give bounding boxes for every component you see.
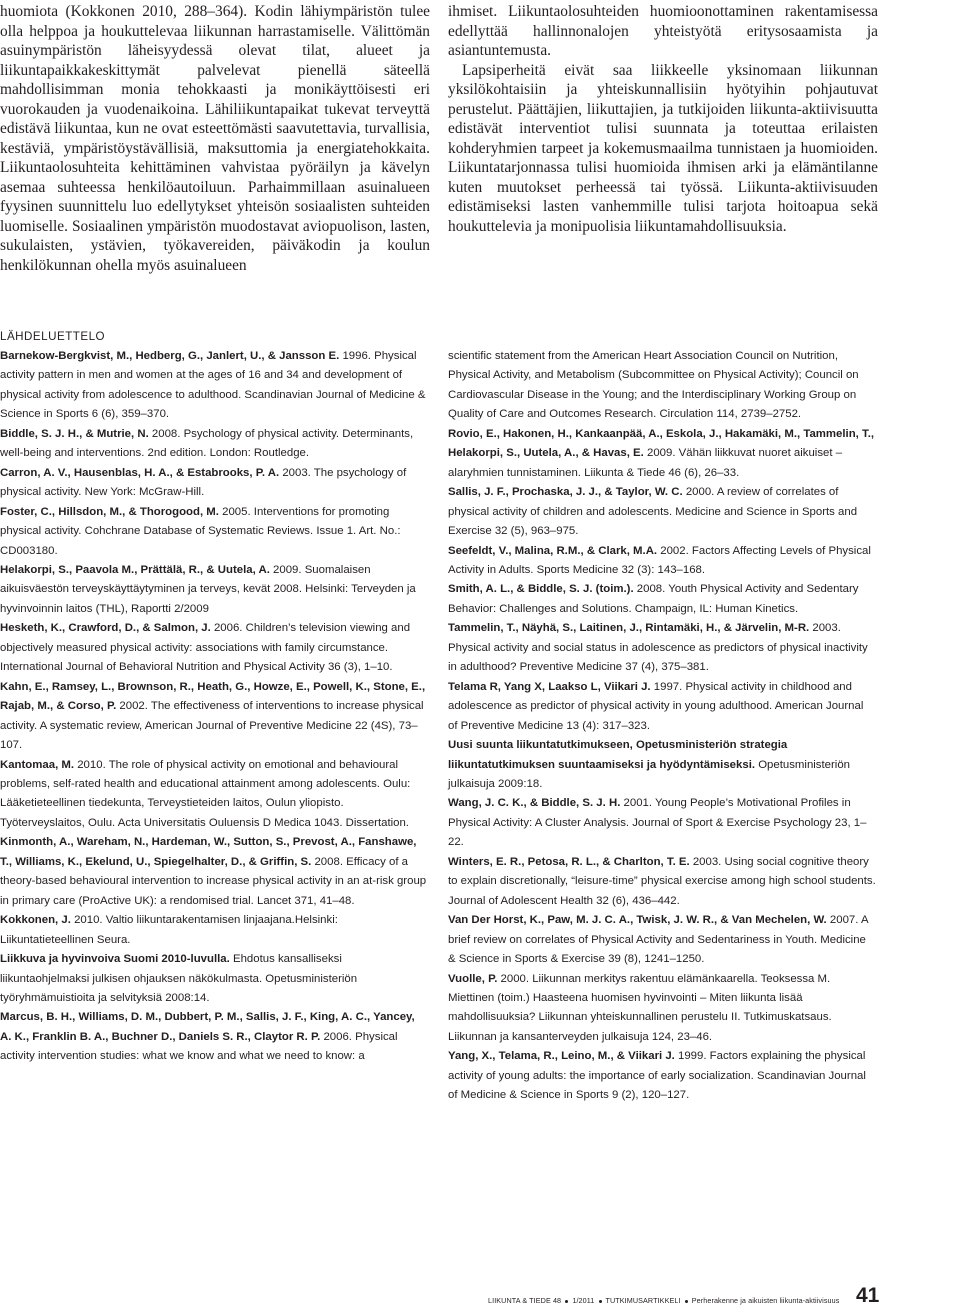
page-number: 41 [856, 1284, 880, 1307]
reference-entry [448, 853, 876, 911]
footer-section: TUTKIMUSARTIKKELI [605, 1296, 681, 1305]
reference-authors: Van Der Horst, K., Paw, M. J. C. A., Twisk, J. W. R., & Van Mechelen, W. [448, 914, 827, 927]
references-right-column [448, 347, 876, 1106]
reference-entry [0, 561, 428, 619]
reference-authors: Carron, A. V., Hausenblas, H. A., & Estabrooks, P. A. [0, 466, 280, 479]
reference-details: 2000. A review of correlates of physical activity of children and adolescents. Medicine and Science in Sports and Exercise 32 (5), 963–975. [448, 486, 858, 538]
reference-details: 2002. The effectiveness of interventions to increase physical activity. A systematic review, American Journal of Preventive Medicine 22 (4S), 73–107. [0, 700, 424, 752]
reference-authors: Smith, A. L., & Biddle, S. J. (toim.). [448, 583, 634, 596]
reference-details: 2009. Suomalaisen aikuisväestön terveyskäyttäytyminen ja terveys, kevät 2008. Helsinki: Terveyden ja hyvinvoinnin laitos (THL), Raportti 2/2009 [0, 563, 416, 615]
reference-details: 2005. Interventions for promoting physical activity. Cohchrane Database of Systematic Reviews. Issue 1. Art. No.: CD003180. [0, 505, 401, 557]
reference-entry [0, 833, 428, 911]
reference-entry [0, 911, 428, 950]
reference-details: 2007. A brief review on correlates of Physical Activity and Sedentariness in Youth. Medicine & Science in Sports & Exercise 39 (8), 1241–1250. [448, 914, 868, 966]
reference-entry [448, 580, 876, 619]
reference-authors: Tammelin, T., Näyhä, S., Laitinen, J., Rintamäki, H., & Järvelin, M-R. [448, 622, 810, 635]
reference-entry [448, 425, 876, 483]
reference-entry [448, 347, 876, 425]
reference-entry [0, 503, 428, 561]
reference-details: 2009. Vähän liikkuvat nuoret aikuiset – alaryhmien tunnistaminen. Liikunta & Tiede 46 (6), 26–33. [448, 447, 843, 479]
reference-details: scientific statement from the American Heart Association Council on Nutrition, Physical Activity, and Metabolism (Subcommittee on Physical Activity); Council on Cardiovascular Disease in the Young; and the Interdisciplinary Working Group on Quality of Care and Outcomes Research. Circulation 114, 2739–2752. [448, 350, 859, 421]
reference-entry [0, 678, 428, 756]
footer-issue: 1/2011 [572, 1296, 595, 1305]
footer-journal: LIIKUNTA & TIEDE 48 [488, 1296, 562, 1305]
reference-entry [448, 619, 876, 677]
reference-details: 2006. Physical activity intervention studies: what we know and what we need to know: a [0, 1030, 398, 1063]
reference-details: 2000. Liikunnan merkitys rakentuu elämänkaarella. Teoksessa M. Miettinen (toim.) Haasteena huomisen hyvinvointi – Miten liikunta lisää mahdollisuuksia? Liikunnan yhteiskunnallinen perustelu II. Tutkimuskatsaus. Liikunnan ja kansanterveyden julkaisuja 124, 23–46. [448, 972, 832, 1043]
reference-details: 2001. Young People’s Motivational Profiles in Physical Activity: A Cluster Analysis. Journal of Sport & Exercise Psychology 23, 1–22. [448, 797, 867, 849]
article-body-left-column [0, 2, 430, 275]
reference-entry [0, 1008, 428, 1066]
reference-authors: Marcus, B. H., Williams, D. M., Dubbert, P. M., Sallis, J. F., King, A. C., Yancey, A. K., Franklin B. A., Buchner D., Daniels S. R., Claytor R. P. [0, 1011, 415, 1043]
reference-details: 2008. Efficacy of a theory-based behavioural intervention to increase physical activity in an at-risk group in primary care (ProActive UK): a rendomised trial. Lancet 371, 41–48. [0, 855, 427, 907]
reference-details: Ehdotus kansalliseksi liikuntaohjelmaksi julkisen ohjauksen näkökulmasta. Opetusministeriön työryhmämuistioita ja selvityksiä 2008:14. [0, 953, 358, 1004]
reference-authors: Kinmonth, A., Wareham, N., Hardeman, W., Sutton, S., Prevost, A., Fanshawe, T., Williams, K., Ekelund, U., Spiegelhalter, D., & Griffin, S. [0, 836, 417, 868]
reference-details: 2003. Physical activity and social status in adolescence as predictors of physical inactivity in adulthood? Preventive Medicine 37 (4), 375–381. [448, 622, 868, 674]
reference-authors: Helakorpi, S., Paavola M., Prättälä, R., & Uutela, A. [0, 563, 270, 576]
reference-entry [448, 911, 876, 969]
reference-authors: Seefeldt, V., Malina, R.M., & Clark, M.A. [448, 544, 658, 557]
reference-authors: Sallis, J. F., Prochaska, J. J., & Taylor, W. C. [448, 486, 683, 499]
reference-authors: Yang, X., Telama, R., Leino, M., & Viikari J. [448, 1050, 675, 1063]
reference-entry [0, 425, 428, 464]
reference-authors: Kahn, E., Ramsey, L., Brownson, R., Heath, G., Howze, E., Powell, K., Stone, E., Rajab, M., & Corso, P. [0, 680, 426, 713]
reference-details: 1997. Physical activity in childhood and adolescence as predictor of physical activity in young adulthood. American Journal of Preventive Medicine 13 (4): 317–323. [448, 680, 864, 732]
reference-entry [0, 347, 428, 425]
reference-entry [448, 483, 876, 541]
reference-details: 2008. Youth Physical Activity and Sedentary Behavior: Challenges and Solutions. Champaign, IL: Human Kinetics. [448, 583, 859, 615]
reference-authors: Kokkonen, J. [0, 914, 71, 927]
bullet-icon [565, 1300, 568, 1303]
footer-title: Perherakenne ja aikuisten liikunta-aktiivisuus [691, 1296, 840, 1305]
reference-authors: Telama R, Yang X, Laakso L, Viikari J. [448, 680, 651, 693]
reference-authors: Biddle, S. J. H., & Mutrie, N. [0, 427, 149, 440]
reference-details: 2003. The psychology of physical activity. New York: McGraw-Hill. [0, 466, 407, 499]
reference-authors: Hesketh, K., Crawford, D., & Salmon, J. [0, 622, 211, 635]
reference-entry [448, 736, 876, 794]
reference-entry [448, 542, 876, 581]
reference-entry [0, 619, 428, 677]
reference-entry [448, 794, 876, 852]
reference-entry [448, 678, 876, 736]
article-paragraph: Lapsiperheitä eivät saa liikkeelle yksinomaan liikunnan yksilökohtaisiin ja yhteiskunnallisiin hyötyihin pohjautuvat perustelut. Päättäjien, liikuttajien, ja tutkijoiden liikunta-aktiivisuutta edistävät interventiot tulisi suunnata ja toteuttaa erilaisten kohderyhmien tarpeet ja kokemusmaailma tunnistaen ja huomioiden. Liikuntatarjonnassa tulisi huomioida ihmisen arki ja elämäntilanne kuten muutokset perheessä tai työssä. Liikunta-aktiivisuuden edistämiseksi lasten vanhemmille tulisi tarjota hoitoapua sekä houkuttelevia ja monipuolisia liikuntamahdollisuuksia. [448, 61, 878, 235]
reference-details: 2010. The role of physical activity on emotional and behavioural problems, self-rated health and educational attainment among adolescents. Oulu: Lääketieteellinen tiedekunta, Terveystieteiden laitos, Oulun yliopisto. Työterveyslaitos, Oulu. Acta Universitatis Ouluensis D Medica 1043. Dissertation. [0, 758, 411, 829]
references-heading: LÄHDELUETTELO [0, 330, 106, 343]
reference-authors: Uusi suunta liikuntatutkimukseen, Opetusministeriön strategia liikuntatutkimuksen suuntaamiseksi ja hyödyntämiseksi. [448, 739, 788, 771]
reference-authors: Winters, E. R., Petosa, R. L., & Charlton, T. E. [448, 855, 690, 868]
reference-details: Opetusministeriön julkaisuja 2009:18. [448, 758, 850, 790]
page-footer [488, 1296, 839, 1305]
reference-details: 2003. Using social cognitive theory to explain discretionally, “leisure-time” physical exercise among high school students. Journal of Adolescent Health 32 (6), 436–442. [448, 855, 876, 907]
reference-details: 1996. Physical activity pattern in men and women at the ages of 16 and 34 and development of physical activity from adolescence to adulthood. Scandinavian Journal of Medicine & Science in Sports 6 (6), 359–370. [0, 350, 426, 421]
article-paragraph: ihmiset. Liikuntaolosuhteiden huomioonottaminen rakentamisessa edellyttää hallinnonalojen yhteistyötä eritysosaamista ja asiantuntemusta. [448, 3, 878, 59]
references-left-column [0, 347, 428, 1067]
reference-entry [448, 970, 876, 1048]
reference-details: 2006. Children’s television viewing and objectively measured physical activity: associations with family circumstance. International Journal of Behavioral Nutrition and Physical Activity 36 (3), 1–10. [0, 622, 411, 674]
reference-authors: Kantomaa, M. [0, 758, 75, 771]
reference-entry [0, 464, 428, 503]
reference-details: 1999. Factors explaining the physical activity of young adults: the importance of early socialization. Scandinavian Journal of Medicine & Science in Sports 9 (2), 120–127. [448, 1050, 866, 1102]
reference-authors: Vuolle, P. [448, 972, 498, 985]
article-body-right-column [448, 2, 878, 236]
reference-details: 2008. Psychology of physical activity. Determinants, well-being and interventions. 2nd edition. London: Routledge. [0, 427, 414, 460]
reference-entry [0, 756, 428, 834]
reference-authors: Wang, J. C. K., & Biddle, S. J. H. [448, 797, 621, 810]
reference-authors: Rovio, E., Hakonen, H., Kankaanpää, A., Eskola, J., Hakamäki, M., Tammelin, T., Helakorpi, S., Uutela, A., & Havas, E. [448, 427, 875, 460]
reference-entry [448, 1047, 876, 1105]
reference-entry [0, 950, 428, 1008]
reference-authors: Liikkuva ja hyvinvoiva Suomi 2010-luvulla. [0, 953, 230, 966]
bullet-icon [685, 1300, 688, 1303]
bullet-icon [599, 1300, 602, 1303]
reference-authors: Barnekow-Bergkvist, M., Hedberg, G., Janlert, U., & Jansson E. [0, 350, 340, 362]
reference-details: 2010. Valtio liikuntarakentamisen linjaajana.Helsinki: Liikuntatieteellinen Seura. [0, 914, 338, 946]
article-paragraph: huomiota (Kokkonen 2010, 288–364). Kodin lähiympäristön tulee olla helppoa ja houkuttelevaa liikunnan harrastamiselle. Välittömän asuinympäristön läheisyydessä olevat tilat, alueet ja liikuntapaikkakeskittymät palvelevat pienellä säteellä mahdollisimman monia tehokkaasti ja monikäyttöisesti eri vuorokauden ja vuodenaikoina. Lähiliikuntapaikat tukevat terveyttä edistävä liikuntaa, kun ne ovat esteettömästi saavutettavia, turvallisia, kestäviä, ympäristöystävällisiä, maksuttomia ja energiatehokkaita. Liikuntaolosuhteita kehittäminen vahvistaa pyöräilyn ja kävelyn asemaa suhteessa henkilöautoiluun. Parhaimmillaan asuinalueen fyysinen suunnittelu luo edellytykset yhteisön sosiaalisten suhteiden luomiselle. Sosiaalinen ympäristön muodostavat aviopuolison, lasten, sukulaisten, ystävien, työkavereiden, päiväkodin ja koulun henkilökunnan ohella myös asuinalueen [0, 3, 430, 274]
reference-authors: Foster, C., Hillsdon, M., & Thorogood, M. [0, 505, 219, 518]
reference-details: 2002. Factors Affecting Levels of Physical Activity in Adults. Sports Medicine 32 (3): 143–168. [448, 544, 871, 576]
